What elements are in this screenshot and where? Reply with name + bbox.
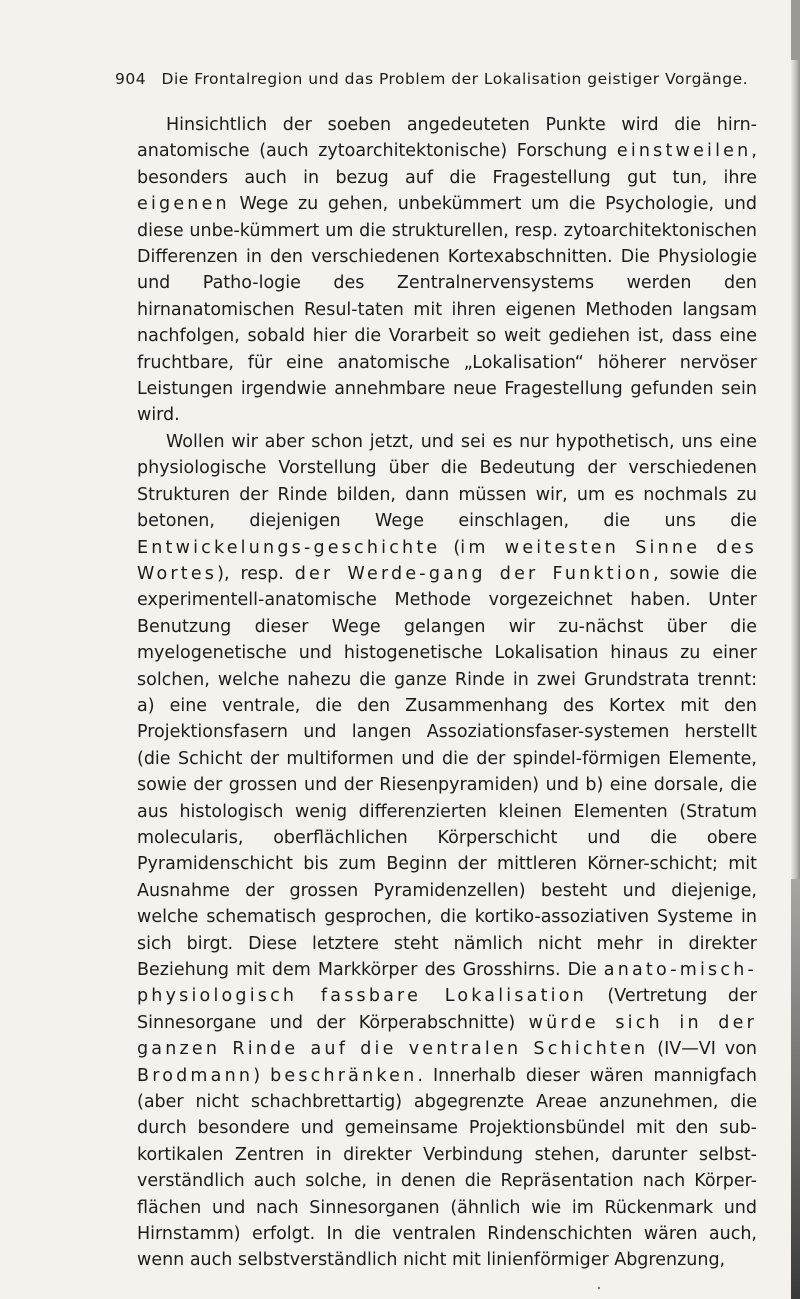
text-run: ) (253, 1065, 271, 1086)
text-run: Wege zu gehen, unbekümmert um die Psychologie, und diese unbe-kümmert um die strukturellen, resp. zytoarchitektonischen Differenzen in den verschiedenen Kortexabschnitten. Die Physiologie und Patho-logie des Zentralnervensystems werden den hirnanatomischen Resul-taten mit ihren eigenen Methoden langsam nachfolgen, sobald hier die Vorarbeit so weit gediehen ist, dass eine fruchtbare, für eine anatomische „Lokalisation“ höherer nervöser Leistungen irgendwie annehmbare neue Fragestellung gefunden sein wird. (137, 194, 757, 426)
running-header (115, 70, 755, 94)
spaced-emphasis: eigenen (137, 194, 230, 215)
text-run: Wollen wir aber schon jetzt, und sei es nur hypothetisch, uns eine physiologische Vorstellung über die Bedeutung der verschiedenen Strukturen der Rinde bilden, dann müssen wir, um es nochmals zu betonen, diejenigen Wege einschlagen, die uns die (137, 431, 757, 532)
text-run: , besonders auch in bezug auf die Fragestellung gut tun, ihre (137, 141, 757, 188)
paragraph (137, 112, 757, 429)
page-number: 904 (115, 70, 147, 88)
text-run: (IV—VI von (648, 1039, 758, 1060)
text-run: Hinsichtlich der soeben angedeuteten Punkte wird die hirn-anatomische (auch zytoarchitektonische) Forschung (137, 115, 757, 162)
text-run: , sowie die experimentell-anatomische Methode vorgezeichnet haben. Unter Benutzung dieser Wege gelangen wir zu-nächst über die myelogenetische und histogenetische Lokalisation hinaus zu einer solchen, welche nahezu die ganze Rinde in zwei Grundstrata trennt: a) eine ventrale, die den Zusammenhang des Kortex mit den Projektionsfasern und langen Assoziationsfaser-systemen herstellt (die Schicht der multiformen und die der spindel-förmigen Elemente, sowie der grossen und der Riesenpyramiden) und b) eine dorsale, die aus histologisch wenig differenzierten kleinen Elementen (Stratum molecularis, oberflächlichen Körperschicht und die obere Pyramidenschicht bis zum Beginn der mittleren Körner-schicht; mit Ausnahme der grossen Pyramidenzellen) besteht und diejenige, welche schematisch gesprochen, die kortiko-assoziativen Systeme in sich birgt. Diese letztere steht nämlich nicht mehr in direkter Beziehung mit dem Markkörper des Grosshirns. Die (137, 563, 757, 980)
page-edge-top (791, 0, 800, 60)
text-run: (Vertretung der Sinnesorgane und der Körperabschnitte) (137, 986, 757, 1033)
spaced-emphasis: Brodmann (137, 1065, 254, 1086)
text-run: ( (440, 537, 461, 558)
page-edge-bottom (791, 879, 800, 1299)
spaced-emphasis: im weitesten Sinne des Wortes (137, 537, 757, 584)
spaced-emphasis: der Werde-gang der Funktion (294, 563, 654, 584)
text-run: ), resp. (217, 563, 295, 584)
spaced-emphasis: Entwickelungs-geschichte (137, 537, 441, 558)
spaced-emphasis: einstweilen (616, 141, 752, 162)
print-speck (598, 1287, 600, 1289)
spaced-emphasis: würde sich in der ganzen Rinde auf die ventralen Schichten (137, 1012, 757, 1060)
spaced-emphasis: beschränken (270, 1065, 418, 1086)
spaced-emphasis: anato-misch-physiologisch fassbare Lokalisation (137, 960, 757, 1007)
body-text (137, 112, 757, 1274)
paragraph (137, 429, 757, 1274)
text-run: . Innerhalb dieser wären mannigfach (aber nicht schachbrettartig) abgegrenzte Areae anzunehmen, die durch besondere und gemeinsame Projektionsbündel mit den sub-kortikalen Zentren in direkter Verbindung stehen, darunter selbst-verständlich auch solche, in denen die Repräsentation nach Körper-flächen und nach Sinnesorganen (ähnlich wie im Rückenmark und Hirnstamm) erfolgt. In die ventralen Rindenschichten wären auch, wenn auch selbstverständlich nicht mit linienförmiger Abgrenzung, (137, 1065, 758, 1271)
running-title: Die Frontalregion und das Problem der Lokalisation geistiger Vorgänge. (161, 70, 749, 88)
